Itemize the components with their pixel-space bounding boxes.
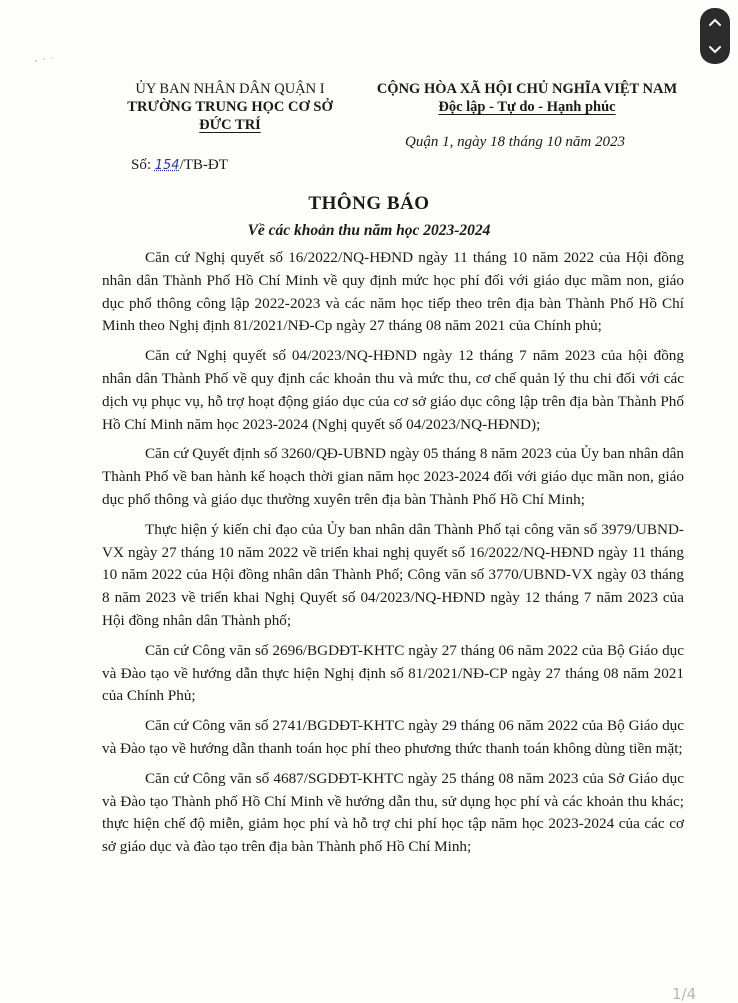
document-subtitle: Về các khoản thu năm học 2023-2024 — [247, 222, 491, 239]
document-title: THÔNG BÁO — [308, 193, 430, 214]
paragraph: Căn cứ Công văn số 4687/SGDĐT-KHTC ngày 25 tháng 08 năm 2023 của Sở Giáo dục và Đào tạo Thành phố Hồ Chí Minh về hướng dẫn thu, sử dụng học phí và các khoản thu khác; thực hiện chế độ miễn, giảm học phí và hỗ trợ chi phí học tập năm học 2023-2024 của các cơ sở giáo dục và đào tạo trên địa bàn Thành phố Hồ Chí Minh; — [102, 769, 684, 856]
page-indicator: 1/4 — [672, 985, 697, 1003]
scan-specks — [30, 55, 70, 75]
school-name-line2: ĐỨC TRÍ — [199, 117, 261, 133]
paragraph: Căn cứ Nghị quyết số 16/2022/NQ-HĐND ngày 11 tháng 10 năm 2022 của Hội đồng nhân dân Thành Phố Hồ Chí Minh về quy định mức học phí đối với giáo dục mầm non, giáo dục phổ thông công lập 2022-2023 và các năm học tiếp theo trên địa bàn Thành Phố Hồ Chí Minh theo Nghị định 81/2021/NĐ-Cp ngày 27 tháng 08 năm 2021 của Chính phủ; — [102, 249, 684, 335]
page-scroll-control — [700, 8, 730, 64]
national-motto: Độc lập - Tự do - Hạnh phúc — [438, 99, 616, 115]
chevron-up-icon[interactable] — [700, 9, 730, 35]
authority-name: ỦY BAN NHÂN DÂN QUẬN I — [135, 81, 325, 97]
chevron-down-icon[interactable] — [700, 37, 730, 63]
document-body — [102, 247, 684, 866]
paragraph: Căn cứ Nghị quyết số 04/2023/NQ-HĐND ngày 12 tháng 7 năm 2023 của hội đồng nhân dân Thành Phố về quy định các khoản thu và mức thu, cơ chế quản lý thu chi đối với các dịch vụ phục vụ, hỗ trợ hoạt động giáo dục của cơ sở giáo dục công lập trên địa bàn Thành Phố Hồ Chí Minh năm học 2023-2024 (Nghị quyết số 04/2023/NQ-HĐND); — [102, 347, 684, 433]
paragraph: Căn cứ Công văn số 2696/BGDĐT-KHTC ngày 27 tháng 06 năm 2022 của Bộ Giáo dục và Đào tạo về hướng dẫn thực hiện Nghị định số 81/2021/NĐ-CP ngày 27 tháng 08 năm 2021 của Chính Phủ; — [102, 641, 684, 705]
paragraph: Căn cứ Công văn số 2741/BGDĐT-KHTC ngày 29 tháng 06 năm 2022 của Bộ Giáo dục và Đào tạo về hướng dẫn thanh toán học phí theo phương thức thanh toán không dùng tiền mặt; — [102, 717, 684, 757]
reference-handwritten-number: 154 — [154, 158, 180, 173]
paragraph: Căn cứ Quyết định số 3260/QĐ-UBND ngày 05 tháng 8 năm 2023 của Ủy ban nhân dân Thành Phố về ban hành kế hoạch thời gian năm học 2023-2024 đối với giáo dục mần non, giáo dục phổ thông và giáo dục thường xuyên trên địa bàn Thành Phố Hồ Chí Minh; — [102, 445, 684, 508]
school-name-line1: TRƯỜNG TRUNG HỌC CƠ SỞ — [127, 99, 333, 115]
reference-prefix: Số: — [131, 157, 152, 173]
national-heading — [362, 80, 692, 116]
paragraph: Thực hiện ý kiến chỉ đạo của Ủy ban nhân dân Thành Phố tại công văn số 3979/UBND-VX ngày 27 tháng 10 năm 2022 về triển khai nghị quyết số 16/2022/NQ-HĐND ngày 11 tháng 10 năm 2022 của Hội đồng nhân dân Thành Phố; Công văn số 3770/UBND-VX ngày 03 tháng 8 năm 2023 về triển khai Nghị Quyết số 04/2023/NQ-HĐND ngày 12 tháng 7 năm 2023 của Hội đồng nhân dân Thành phố; — [102, 520, 684, 629]
reference-number — [131, 157, 228, 174]
country-name: CỘNG HÒA XÃ HỘI CHỦ NGHĨA VIỆT NAM — [376, 81, 678, 97]
reference-suffix: /TB-ĐT — [179, 157, 228, 173]
issuing-authority — [100, 80, 360, 134]
issue-date: Quận 1, ngày 18 tháng 10 năm 2023 — [405, 134, 625, 150]
